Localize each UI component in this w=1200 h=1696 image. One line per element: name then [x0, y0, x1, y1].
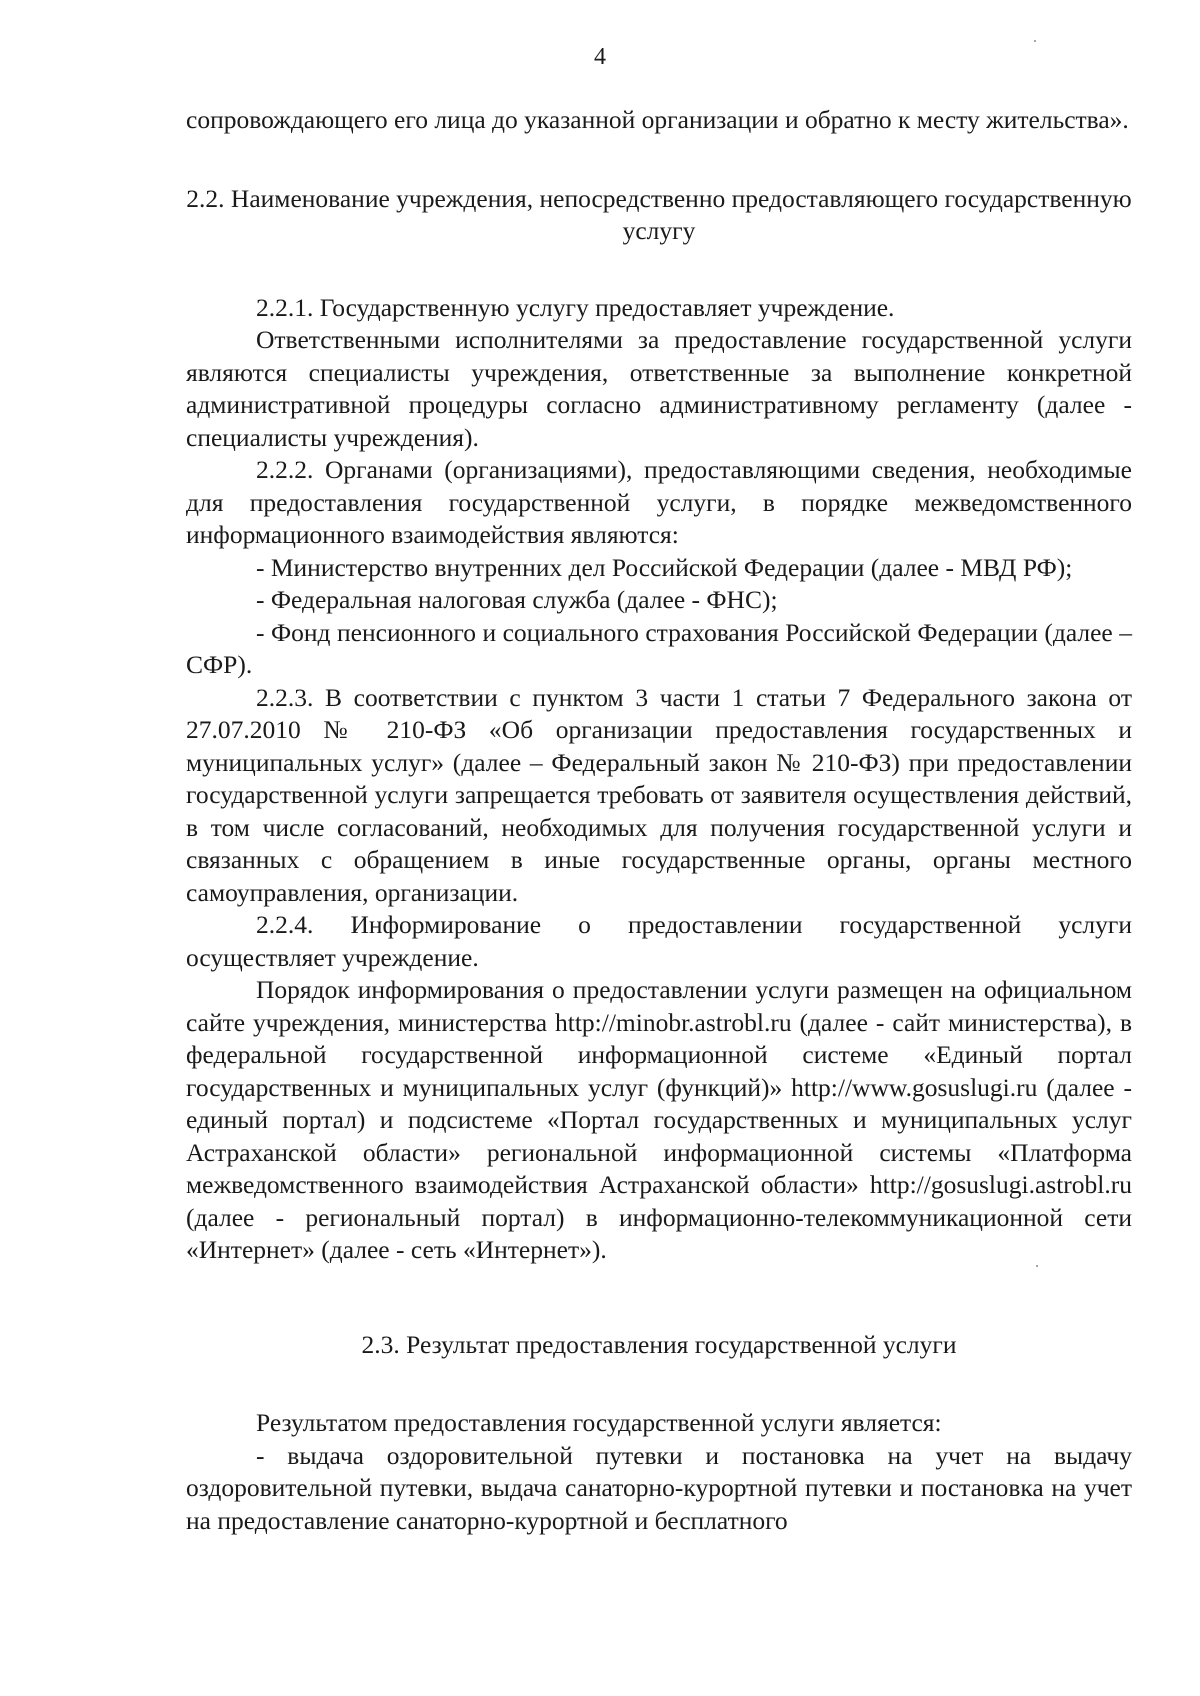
scan-speck — [1034, 40, 1036, 42]
document-body — [186, 104, 1132, 1537]
section-heading-2-2: 2.2. Наименование учреждения, непосредственно предоставляющего государственную услугу — [186, 183, 1132, 245]
paragraph-responsible: Ответственными исполнителями за предоставление государственной услуги являются специалисты учреждения, ответственные за выполнение конкретной административной процедуры согласно административному регламенту (далее - специалисты учреждения). — [186, 325, 1132, 452]
list-item-sfr: - Фонд пенсионного и социального страхования Российской Федерации (далее – СФР). — [186, 617, 1132, 679]
paragraph-informing-order: Порядок информирования о предоставлении услуги размещен на официальном сайте учреждения, министерства http://minobr.astrobl.ru (далее - сайт министерства), в федеральной государственной информационной системе «Единый портал государственных и муниципальных услуг (функций)» http://www.gosuslugi.ru (далее - единый портал) и подсистеме «Портал государственных и муниципальных услуг Астраханской области» региональной информационной системы «Платформа межведомственного взаимодействия Астраханской области» http://gosuslugi.astrobl.ru (далее - региональный портал) в информационно-телекоммуникационной сети «Интернет» (далее - сеть «Интернет»). — [186, 975, 1132, 1264]
paragraph-result-intro: Результатом предоставления государственной услуги является: — [256, 1408, 942, 1437]
list-item-result: - выдача оздоровительной путевки и постановка на учет на выдачу оздоровительной путевки, выдача санаторно-курортной путевки и постановка на учет на предоставление санаторно-курортной и бесплатного — [186, 1440, 1132, 1535]
paragraph-2-2-3: 2.2.3. В соответствии с пунктом 3 части 1 статьи 7 Федерального закона от 27.07.2010 № 210-ФЗ «Об организации предоставления государственных и муниципальных услуг» (далее – Федеральный закон № 210-ФЗ) при предоставлении государственной услуги запрещается требовать от заявителя осуществления действий, в том числе согласований, необходимых для получения государственной услуги и связанных с обращением в иные государственные органы, органы местного самоуправления, организации. — [186, 682, 1132, 907]
list-item-mvd: - Министерство внутренних дел Российской Федерации (далее - МВД РФ); — [256, 552, 1073, 582]
paragraph-2-2-4: 2.2.4. Информирование о предоставлении государственной услуги осуществляет учреждение. — [186, 910, 1132, 972]
section-heading-2-3: 2.3. Результат предоставления государственной услуги — [361, 1329, 957, 1359]
paragraph-2-2-2: 2.2.2. Органами (организациями), предоставляющими сведения, необходимые для предоставления государственной услуги, в порядке межведомственного информационного взаимодействия являются: — [186, 455, 1132, 549]
page-number: 4 — [594, 44, 606, 70]
paragraph-continuation: сопровождающего его лица до указанной организации и обратно к месту жительства». — [186, 105, 1129, 134]
list-item-fns: - Федеральная налоговая служба (далее - ФНС); — [256, 585, 778, 614]
paragraph-2-2-1: 2.2.1. Государственную услугу предоставляет учреждение. — [256, 292, 895, 322]
